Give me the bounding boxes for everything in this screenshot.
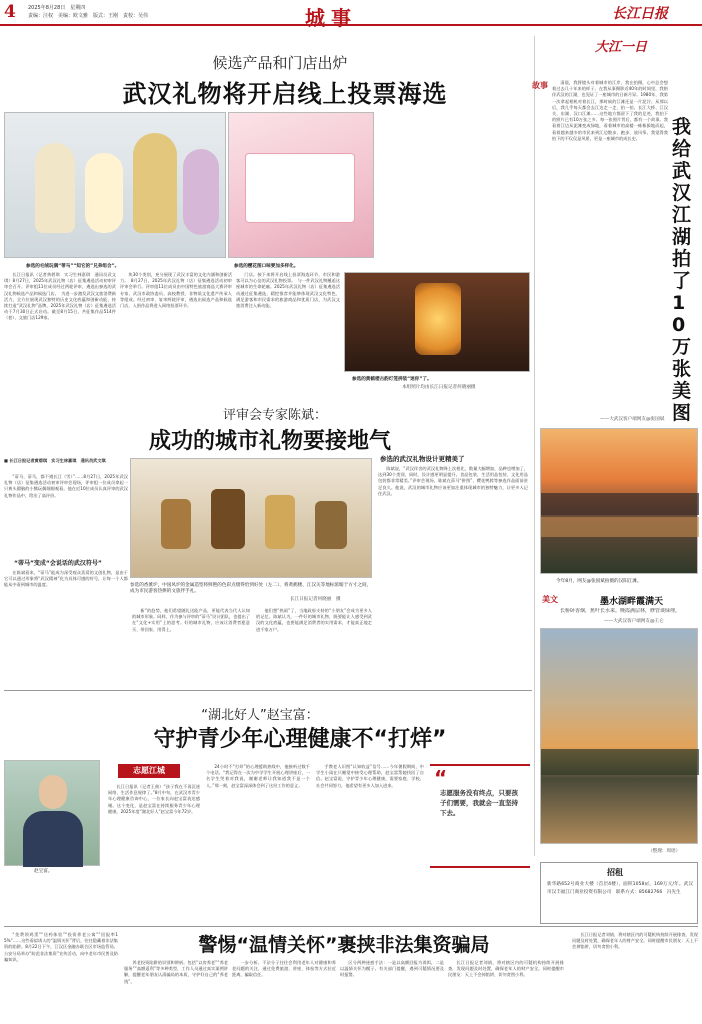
- right-column-headline: 我给武汉江湖拍了10万张美图: [672, 116, 692, 424]
- notice-box: [540, 862, 698, 924]
- story2-body-col3: [256, 608, 372, 680]
- skyline: [541, 493, 699, 515]
- story1-caption-right: 参选的黄鹤楼古韵灯笼拼装“迷你”了。: [352, 377, 432, 382]
- story3-text-3: 手教老人识图“认知收益”信号……今年暑假期间，中学生小雨在只睡觉中接受心理帮助，赵宝富帮她找回了自信。赵宝富说，守护青少年心理健康，需要家庭、学校、社会共同努力，他希望有更多人加入进来。: [316, 764, 424, 788]
- story2-byline-text: ■ 长江日报记者黄碧琪 实习生林嘉琪 通讯员武文琪: [4, 458, 106, 463]
- story3-text-1: 长江日报讯（记者王曲）“孩子我在不再沉迷网络，生活作息规律了。”8月中旬，在武汉市青少年心理健康咨询中心，一位家长向赵宝富表达感谢。这个变化，是赵宝富在持续服务青少年心理健康，2025年度“湖北好人”赵宝富今年72岁。: [108, 784, 200, 814]
- story4-headline: 警惕“温情关怀”裹挟非法集资骗局: [198, 934, 490, 956]
- notice-title: 招租: [607, 868, 623, 877]
- notice-text: 新华路652号商业大楼（首层4楼），面积1058㎡，169万元/年。武汉市汉丰福江门商业投资有限公司 联系方式：85682766 冯先生: [547, 882, 693, 895]
- newspaper-logo: 长江日报: [612, 6, 668, 22]
- plush-toy-3: [133, 133, 177, 233]
- right-column-photo-caption: 今年8月，网友@张国斌拍摄的汉阳江滩。: [556, 579, 642, 584]
- story2-text-3: 他们想“热闹”了，当地政府支持的“小朋友”会成为更多人的记忆。陈斌认为，一件好的城市礼物，既要能让人感受到武汉的文化底蕴，也要能满足消费者的实用需求，才能真正地走进千家万户。: [256, 608, 372, 632]
- story1-body-col3: [236, 272, 340, 366]
- story3-quote-box: [430, 764, 530, 868]
- story3-body-col3: [316, 764, 424, 856]
- story3-tag: 志愿江城: [118, 764, 180, 778]
- story2-side-head: 参选的武汉礼物设计更精美了: [380, 455, 465, 463]
- story4-text-4: 区分两种迷惑手法：一是以高额回报为诱饵，二是以温情关怀为幌子。有关部门提醒，遇到可疑情况要及时报警。: [340, 960, 444, 978]
- page-number: 4: [4, 2, 16, 22]
- aroma-burner-2: [211, 489, 245, 549]
- portrait-body: [23, 811, 83, 867]
- story1-caption-left: 参选的毛绒玩偶“蒂马”“知它的”兄弟组合”。: [26, 264, 120, 269]
- river: [541, 517, 699, 537]
- story3-portrait: [4, 760, 100, 866]
- story4-text-5: 长江日报记者刘倩，将对辖区内的可疑机构持续开展排查，发现问题及时处置，确保老年人的财产安全。同时提醒市民朋友：天上不会掉馅饼，切勿贪图小利。: [448, 960, 564, 978]
- story3-body-col1: [108, 784, 200, 876]
- story2-photo-aroma: [130, 458, 372, 578]
- portrait-head: [39, 775, 67, 809]
- story2-subhead: “蒂马”变成“会说话的武汉符号”: [14, 560, 102, 567]
- poem-text-line: 长桥卧香烟，蕉叶长水来。晚霞满层林，修管谈绿埋。: [560, 608, 681, 614]
- story2-body-col1b: [4, 570, 128, 680]
- aroma-burner-1: [161, 499, 191, 549]
- poem-credit: ——大武汉客户端网友@王仑: [604, 619, 664, 624]
- story3-headline: 守护青少年心理健康不“打烊”: [153, 727, 447, 752]
- page-header: [0, 0, 702, 30]
- story3-quote: 志愿服务没有终点，只要孩子们需要，我就会一直坚持下去。: [440, 789, 518, 817]
- story2-text-2: 新”的趋势，他们希望随礼送能产品，更能代表当代人认知的城市形象。同样，作为参与评审的“蒂马”设计团队，也提出了在“文化+实用”上的思考。好的城市礼物，应该让消费者愿意买、带回家、用得上。: [132, 608, 250, 632]
- story1-text-1: 长江日报讯（记者黄碧琪 实习生林嘉琪 通讯员武文琪）8月27日，2025年武汉礼物（店）征集遴选活动初审评审会召开。评审组11位成员经过两轮评审，遴选出参选的武汉礼物候选产品和候选门店。 为进一步激发武汉文旅消费新活力，全方位展现武汉独特的历史文化底蕴和创新动能，持续打造“武汉礼物”品牌，2025年武汉礼物（店）征集遴选活动于7月30日正式启动。截至8月15日，共征集作品514件（套）、文旅门店129家。: [4, 272, 116, 321]
- right-column-frame: [534, 36, 535, 856]
- story3-text-2: 24小时不“打烊”的心理援助热线中，他接听过数千个电话。“我记得在一次为中学学生开展心理讲座后，一名学生哭着对我说，谢谢老师让我知道我不是一个人。”那一刻，赵宝富深深体会到了这份工作的意义。: [206, 764, 310, 788]
- story1-text-3: 门店。接下来将开启线上投票海选环节，市民和游客可以为心仪的武汉礼物投票。 与一件武汉礼物邂逅这座城市的生命轮廓。2025年武汉礼物（店）征集遴选活动通过征集遴选，精挖推荐并能够体现武汉文化特色、满足游客和市民需求的旅游商品和优质门店，为武汉文旅消费注入新动能。: [236, 272, 340, 309]
- story2-photo-credit: 长江日报记者何晓丽 摄: [290, 597, 341, 602]
- story1-photo-plush: [4, 112, 226, 258]
- right-column-body: [552, 80, 668, 410]
- poem-text: [560, 608, 700, 618]
- story4-text-6: 长江日报记者刘倩，将对辖区内的可疑机构持续开展排查，发现问题及时处置，确保老年人的财产安全。同时提醒市民朋友：天上不会掉馅饼，切勿贪图小利。: [572, 932, 698, 950]
- story4-text-3: 一步分析。不法分子往往会利用老年人对健康和养老问题的关注，通过免费旅游、讲座、体检等方式拉近距离，骗取信任。: [232, 960, 336, 978]
- story1-text-2: 块30个类别，充分展现了武汉丰富的文化内涵和创新活力。 8月27日，2025年武汉礼物（店）征集遴选活动初审评审会举行。评审组11位成员由中国特色旅游商品大赛评审专家、武汉市政协委员、高校教授、非物质文化遗产传承人等组成。经过初审、复审两轮评审，遴选出候选产品和候选门店，入围作品将进入网络投票环节。: [120, 272, 232, 309]
- tree-line: [541, 749, 699, 775]
- poem-title: 墨水湖畔霞满天: [600, 597, 664, 607]
- right-column-editor: （整理：周瑶）: [648, 849, 681, 854]
- story1-photo-snacks: [228, 112, 374, 258]
- story1-body-col2: [120, 272, 232, 366]
- story4-body-col1: [4, 932, 118, 1022]
- poem-tag: 美文: [542, 595, 558, 604]
- story4-body-col3: [232, 960, 336, 1022]
- story2-kicker: 评审会专家陈斌：: [222, 408, 327, 423]
- story1-photo-lantern: [344, 272, 530, 372]
- story4-text-1: “免费领鸡蛋”“送药体验”“投资养老公寓”“回报率15%”……这些看似诱人的“温情关怀”背后，往往隐藏着非法集资的陷阱。8月22日下午，江汉区金融办联合区市场监管局、公安分局举办“防范非法集资”宣传活动，向中老年市民普及防骗知识。: [4, 932, 118, 962]
- issue-date: 2025年8月28日 星期四: [28, 5, 86, 11]
- plush-toy-1: [35, 143, 75, 233]
- notice-body: [547, 881, 693, 921]
- story3-body-col2: [206, 764, 310, 876]
- story4-body-col2: [124, 960, 228, 1022]
- section-title: 城事: [305, 6, 357, 30]
- right-column-photo-riverside: [540, 428, 698, 574]
- story1-photo-credit: 本组照片均由长江日报记者何晓丽摄: [402, 385, 476, 390]
- story2-body-col1: [4, 474, 128, 554]
- story4-body-col4: [340, 960, 444, 1022]
- story2-byline: [4, 458, 128, 472]
- snack-box: [245, 153, 355, 223]
- story-tag: 故事: [532, 81, 548, 90]
- editor-credits: 责编：汪权 美编：欧文雅 版式：王刚 责校：吴伟: [28, 13, 149, 19]
- story2-photo-caption: 参选的香薰炉，中国风炉的金属造型将鲜艳的色彩点缀得恰到好处（左二）、将黄鹤楼、江汉关等地标浓缩于方寸之间，成为市民游客热捧的文旅伴手礼。: [130, 583, 372, 594]
- story1-headline: 武汉礼物将开启线上投票海选: [122, 80, 448, 108]
- story2-side-col: [378, 466, 528, 680]
- plush-toy-4: [183, 149, 219, 235]
- series-logo: 大江一日: [595, 40, 648, 55]
- quote-icon: “: [434, 766, 448, 790]
- story1-body-col1: [4, 272, 116, 366]
- story3-photo-caption: 赵宝富。: [34, 869, 53, 874]
- story3-kicker: “湖北好人”赵宝富：: [201, 708, 319, 723]
- lantern: [415, 283, 461, 355]
- right-column-credit: ——大武汉客户端网友@张国斌: [600, 417, 665, 422]
- story1-kicker: 候选产品和门店出炉: [212, 54, 348, 72]
- right-column-text: 清晨，我将镜头对着城市的江岸，我在拍摄，心中总会想着过去几十年来的样子。在我从事摄影近40年的时间里，我陪伴武汉的江湖，也见证了一座城市的日新月异。1980年，我第一次拿起相机对着长江，那时候的江滩还是一片泥泞。从那以后，我几乎每天都会去江边走一走、拍一拍。长江大桥、江汉关、东湖、汉口江滩……这些地方都留下了我的足迹，我拍下的照片已有10万张之多。每一张照片背后，都有一个故事。我看着江边从泥滩变成绿地，看着城市的高楼一栋栋拔地而起，看着越来越多的市民来到江边散步、跑步、放风筝。我觉得我拍下的不仅仅是风景，更是一座城市的成长史。: [552, 80, 668, 141]
- story2-headline: 成功的城市礼物要接地气: [148, 429, 391, 454]
- right-column-photo-lake: [540, 628, 698, 844]
- divider-story4: [4, 926, 698, 927]
- aroma-burner-4: [315, 501, 347, 549]
- story4-body-col5: [448, 960, 564, 1022]
- story4-body-col6: [572, 932, 698, 1022]
- story2-body-col2: [132, 608, 250, 680]
- aroma-burner-3: [265, 495, 295, 549]
- story2-text-1b: 在陈斌看来，“蒂马”能成为深受观众喜爱的文创礼物，是由于它可以通过形象将“武汉精神”化为具体可感的符号，让每一个人都能从中看到城市的温度。: [4, 570, 128, 588]
- story2-text-1: “蒂马、蒂马，都不遇长江（雪）”……8月27日，2025年武汉礼物（店）征集遴选活动初审评审会现场，评审组一位成员拿起一只黄头圆脑的小熊玩偶细细观看。他在近10位成员认真评审的武汉礼物作品中，给出了高评价。: [4, 474, 128, 498]
- story1-caption-mid: 参选的樱花图口味要加多样化。: [234, 264, 299, 269]
- story4-text-2: 养老投资陷阱的识别和辨析。包括“以房养老”“养老服务”“高额返利”等多种类型，工作人员通过真实案例讲解，提醒老年朋友认清骗局的本质，守护好自己的“养老钱”。: [124, 960, 228, 984]
- story2-side-text: 陈斌说，“武汉伴舍的武汉礼物降上次相比，数量大幅增加，品种也增加了，达到30个类别，同时，设计感更明显提升。食品包装、生活用品包装、文化用品包装都非常精美。”评审会现场，陈斌在蒂马“拼图”、樱花鸭脖等参选作品面前驻足良久。他说，武汉的城市礼物应该更加注重体现城市的独特魅力，让更多人记住武汉。: [378, 466, 528, 496]
- plush-toy-2: [85, 153, 123, 233]
- divider-story3: [4, 690, 532, 691]
